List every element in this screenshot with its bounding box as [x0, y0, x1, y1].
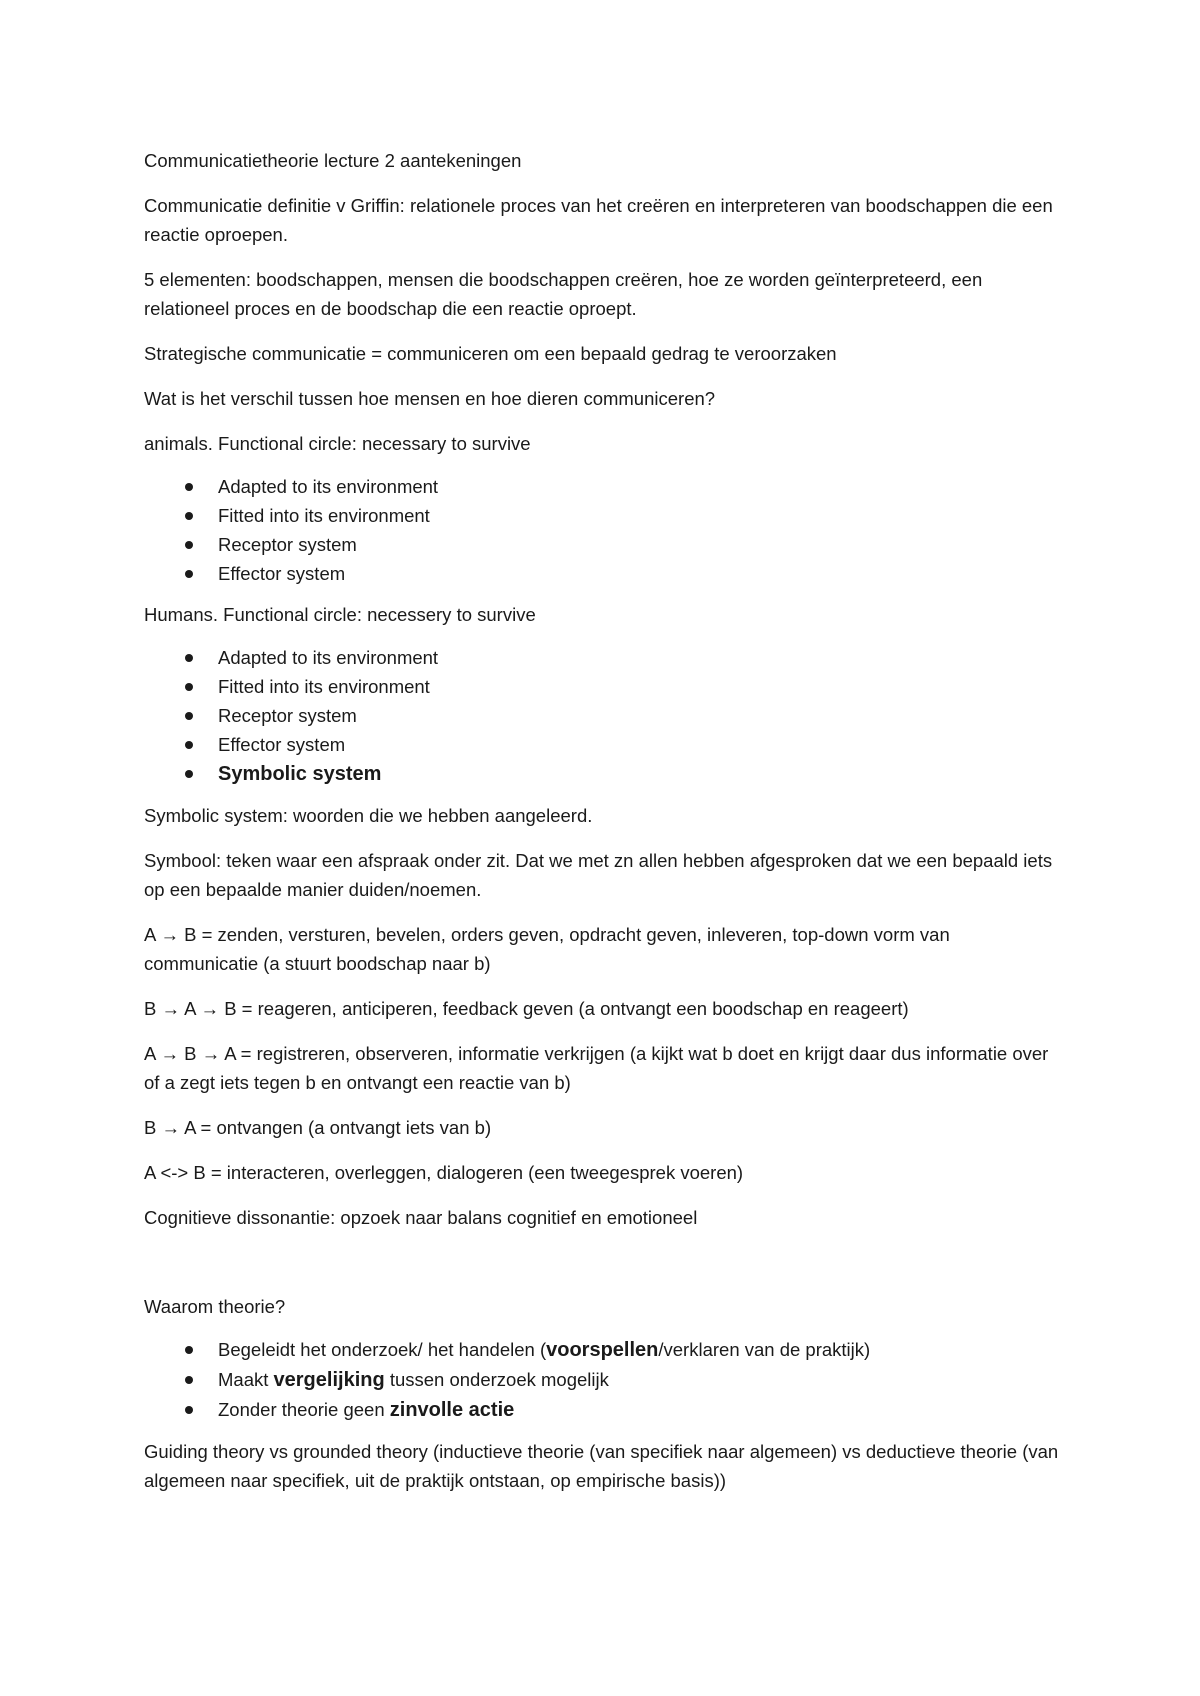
paragraph-a-b-a: A → B → A = registreren, observeren, informatie verkrijgen (a kijkt wat b doet en krijgt daar dus informatie over of a zegt iets tegen b en ontvangt een reactie van b)	[144, 1043, 1049, 1093]
paragraph-cognitive: Cognitieve dissonantie: opzoek naar balans cognitief en emotioneel	[144, 1207, 698, 1228]
paragraph-strategic: Strategische communicatie = communiceren om een bepaald gedrag te veroorzaken	[144, 343, 837, 364]
bullet-icon	[185, 570, 193, 578]
list-item: Effector system	[144, 559, 1064, 588]
bullet-icon	[185, 1406, 193, 1414]
list-item: Maakt vergelijking tussen onderzoek mogelijk	[144, 1365, 1064, 1395]
list-item: Fitted into its environment	[144, 501, 1064, 530]
bullet-icon	[185, 712, 193, 720]
list-item: Receptor system	[144, 701, 1064, 730]
list-item: Symbolic system	[144, 759, 1064, 789]
humans-heading: Humans. Functional circle: necessery to survive	[144, 604, 536, 625]
list-item: Adapted to its environment	[144, 643, 1064, 672]
bullet-icon	[185, 1346, 193, 1354]
theory-heading: Waarom theorie?	[144, 1296, 286, 1317]
list-item: Receptor system	[144, 530, 1064, 559]
bullet-icon	[185, 654, 193, 662]
paragraph-question: Wat is het verschil tussen hoe mensen en hoe dieren communiceren?	[144, 388, 716, 409]
bullet-icon	[185, 483, 193, 491]
bullet-icon	[185, 1376, 193, 1384]
bullet-icon	[185, 741, 193, 749]
list-item: Effector system	[144, 730, 1064, 759]
paragraph-definition: Communicatie definitie v Griffin: relationele proces van het creëren en interpreteren van boodschappen die een reactie oproepen.	[144, 195, 1053, 245]
humans-list	[144, 643, 1064, 789]
document-title: Communicatietheorie lecture 2 aantekeningen	[144, 150, 522, 171]
list-item: Zonder theorie geen zinvolle actie	[144, 1395, 1064, 1425]
bullet-icon	[185, 541, 193, 549]
animals-heading: animals. Functional circle: necessary to survive	[144, 433, 531, 454]
list-item: Fitted into its environment	[144, 672, 1064, 701]
paragraph-elements: 5 elementen: boodschappen, mensen die boodschappen creëren, hoe ze worden geïnterpreteerd, een relationeel proces en de boodschap die een reactie oproept.	[144, 269, 983, 319]
animals-list	[144, 472, 1064, 588]
document-page	[144, 146, 1064, 1511]
paragraph-guiding: Guiding theory vs grounded theory (inductieve theorie (van specifiek naar algemeen) vs deductieve theorie (van algemeen naar specifiek, uit de praktijk ontstaan, op empirische basis))	[144, 1441, 1059, 1491]
bullet-icon	[185, 512, 193, 520]
bullet-icon	[185, 683, 193, 691]
paragraph-b-a-b: B → A → B = reageren, anticiperen, feedback geven (a ontvangt een boodschap en reageert)	[144, 998, 909, 1019]
theory-list	[144, 1335, 1064, 1425]
paragraph-symbolic: Symbolic system: woorden die we hebben aangeleerd.	[144, 805, 593, 826]
list-item: Adapted to its environment	[144, 472, 1064, 501]
paragraph-b-to-a: B → A = ontvangen (a ontvangt iets van b)	[144, 1117, 492, 1138]
paragraph-a-to-b: A → B = zenden, versturen, bevelen, orders geven, opdracht geven, inleveren, top-down vorm van communicatie (a stuurt boodschap naar b)	[144, 924, 950, 974]
bullet-icon	[185, 770, 193, 778]
paragraph-interact: A <-> B = interacteren, overleggen, dialogeren (een tweegesprek voeren)	[144, 1162, 744, 1183]
list-item: Begeleidt het onderzoek/ het handelen (voorspellen/verklaren van de praktijk)	[144, 1335, 1064, 1365]
paragraph-symbool: Symbool: teken waar een afspraak onder zit. Dat we met zn allen hebben afgesproken dat we een bepaald iets op een bepaalde manier duiden/noemen.	[144, 850, 1053, 900]
